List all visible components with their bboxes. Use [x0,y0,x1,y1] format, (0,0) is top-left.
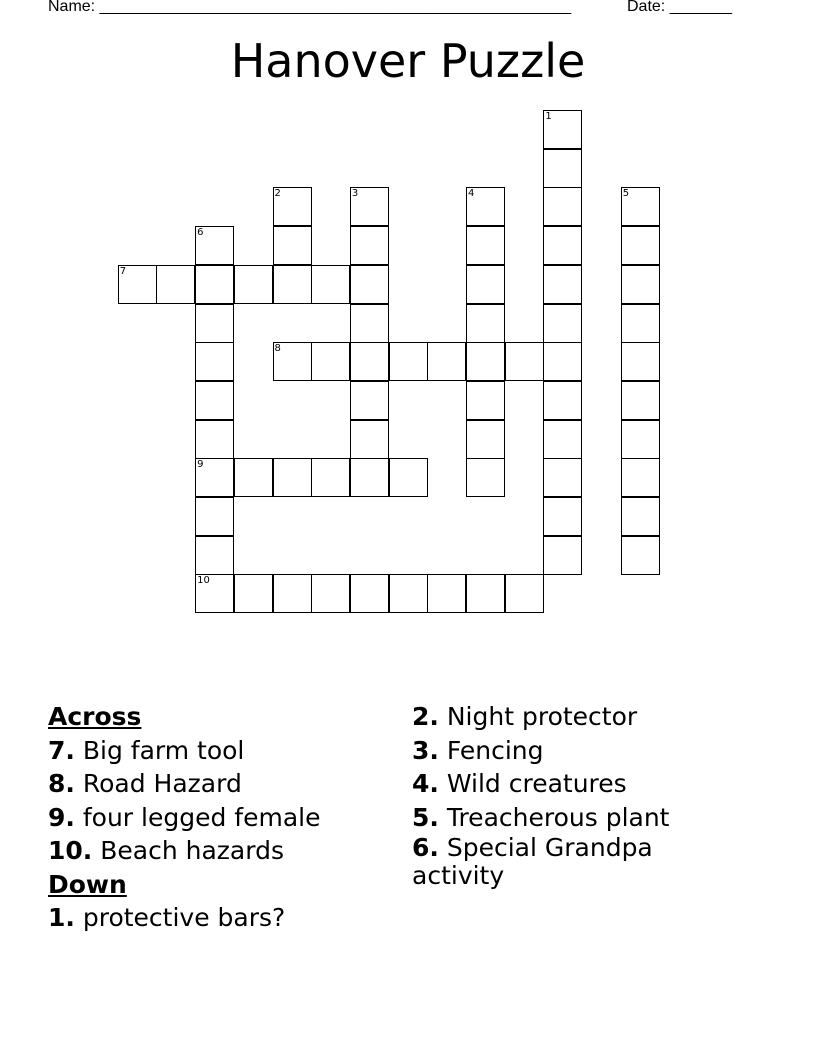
clues-column-right [412,700,712,890]
grid-cell[interactable] [543,536,582,575]
grid-cell[interactable] [543,458,582,497]
clue-across-7 [48,734,378,768]
grid-cell[interactable] [621,497,660,536]
clue-text: Road Hazard [82,769,242,798]
grid-cell[interactable] [311,574,350,613]
grid-cell[interactable] [311,342,350,381]
clue-text: Fencing [446,735,544,765]
grid-cell[interactable] [621,304,660,343]
clue-number: 3. [412,735,439,765]
grid-cell[interactable] [350,304,389,343]
grid-cell[interactable] [543,226,582,265]
clue-down-4 [412,767,712,801]
grid-cell[interactable] [273,574,312,613]
clue-number: 5. [412,802,439,832]
clue-text: Special Grandpa activity [412,833,653,890]
grid-cell[interactable] [466,420,505,459]
grid-cell[interactable] [466,342,505,381]
down-heading: Down [48,869,127,899]
grid-cell[interactable] [621,226,660,265]
grid-cell[interactable] [273,226,312,265]
grid-cell[interactable] [621,536,660,575]
clue-across-10 [48,834,378,868]
cell-number: 3 [351,188,359,200]
grid-cell[interactable] [195,226,234,265]
clue-down-6 [412,834,712,890]
clue-text: Night protector [446,702,638,731]
grid-cell[interactable] [543,420,582,459]
clue-text: Treacherous plant [446,802,670,832]
grid-cell[interactable] [195,536,234,575]
grid-cell[interactable] [350,342,389,381]
grid-cell[interactable] [466,265,505,304]
grid-cell[interactable] [621,265,660,304]
grid-cell[interactable] [543,265,582,304]
grid-cell[interactable] [543,187,582,226]
grid-cell[interactable] [195,458,234,497]
grid-cell[interactable] [234,574,273,613]
grid-cell[interactable] [505,574,544,613]
grid-cell[interactable] [350,226,389,265]
clue-across-9 [48,801,378,835]
grid-cell[interactable] [621,342,660,381]
clue-down-5 [412,801,712,835]
clue-text: Wild creatures [446,769,627,798]
cell-number: 6 [197,227,204,239]
clue-number: 8. [48,769,75,798]
grid-cell[interactable] [389,458,428,497]
grid-cell[interactable] [195,265,234,304]
grid-cell[interactable] [543,304,582,343]
grid-cell[interactable] [273,265,312,304]
grid-cell[interactable] [466,226,505,265]
clue-down-2 [412,700,712,734]
grid-cell[interactable] [621,381,660,420]
grid-cell[interactable] [505,342,544,381]
clue-number: 10. [48,836,93,865]
grid-cell[interactable] [543,381,582,420]
grid-cell[interactable] [350,265,389,304]
grid-cell[interactable] [311,265,350,304]
grid-cell[interactable] [543,110,582,149]
grid-cell[interactable] [195,304,234,343]
grid-cell[interactable] [273,458,312,497]
date-field[interactable]: Date: _______ [627,0,732,15]
grid-cell[interactable] [389,574,428,613]
cell-number: 10 [197,575,210,587]
name-field[interactable]: Name: _____________________________________________________ [48,0,572,15]
grid-cell[interactable] [427,342,466,381]
grid-cell[interactable] [195,381,234,420]
clue-text: Beach hazards [100,836,284,865]
grid-cell[interactable] [350,420,389,459]
clue-down-3 [412,734,712,768]
cell-number: 4 [468,188,475,200]
grid-cell[interactable] [350,381,389,420]
cell-number: 5 [622,188,630,200]
grid-cell[interactable] [234,265,273,304]
grid-cell[interactable] [543,497,582,536]
grid-cell[interactable] [466,381,505,420]
grid-cell[interactable] [466,304,505,343]
grid-cell[interactable] [195,497,234,536]
grid-cell[interactable] [350,187,389,226]
grid-cell[interactable] [273,187,312,226]
page-title: Hanover Puzzle [230,34,586,88]
grid-cell[interactable] [427,574,466,613]
clue-number: 7. [48,735,75,765]
clue-number: 6. [412,833,439,862]
grid-cell[interactable] [195,574,234,613]
cell-number: 1 [545,111,552,122]
cell-number: 2 [274,188,281,200]
clue-across-8 [48,767,378,801]
grid-cell[interactable] [350,458,389,497]
grid-cell[interactable] [195,342,234,381]
cell-number: 9 [197,459,204,471]
clue-down-1 [48,901,378,935]
grid-cell[interactable] [466,458,505,497]
grid-cell[interactable] [195,420,234,459]
grid-cell[interactable] [311,458,350,497]
clues-column-left [48,700,378,935]
grid-cell[interactable] [621,187,660,226]
clue-number: 1. [48,903,75,932]
cell-number: 8 [274,343,281,355]
grid-cell[interactable] [234,458,273,497]
across-heading: Across [48,702,142,731]
grid-cell[interactable] [389,342,428,381]
grid-cell[interactable] [156,265,195,304]
clue-text: four legged female [82,802,321,832]
grid-cell[interactable] [466,574,505,613]
clue-number: 4. [412,769,439,798]
clue-text: protective bars? [82,903,286,932]
grid-cell[interactable] [350,574,389,613]
grid-cell[interactable] [543,149,582,188]
grid-cell[interactable] [466,187,505,226]
grid-cell[interactable] [621,458,660,497]
clue-text: Big farm tool [82,735,245,765]
clue-number: 2. [412,702,439,731]
grid-cell[interactable] [621,420,660,459]
grid-cell[interactable] [118,265,157,304]
grid-cell[interactable] [273,342,312,381]
grid-cell[interactable] [543,342,582,381]
cell-number: 7 [119,265,127,277]
clue-number: 9. [48,802,75,832]
